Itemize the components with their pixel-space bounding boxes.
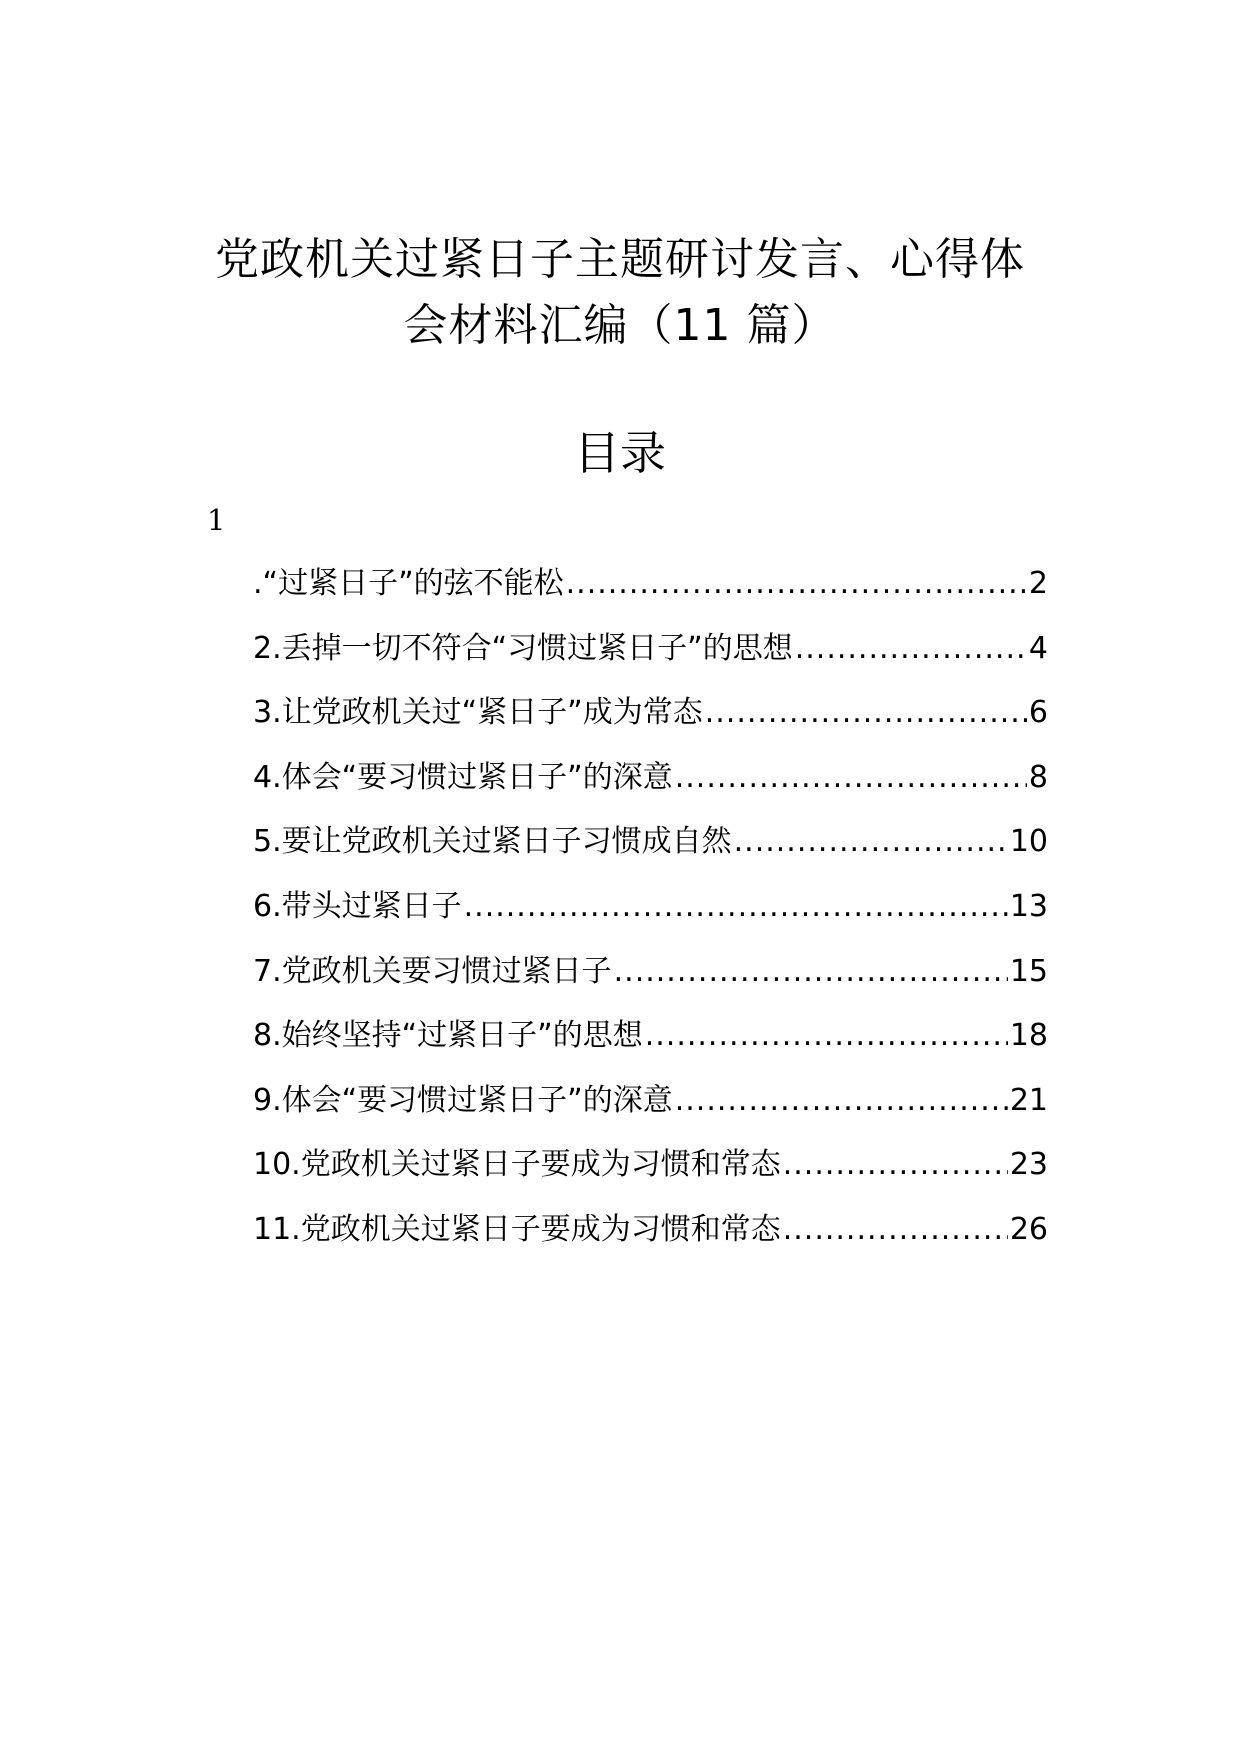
toc-entry[interactable] — [253, 693, 1048, 758]
toc-entry-title: 10.党政机关过紧日子要成为习惯和常态 — [253, 1147, 781, 1183]
toc-dot-leader — [675, 758, 1027, 798]
toc-heading: 目录 — [574, 426, 666, 480]
toc-entry-title: 2.丢掉一切不符合“习惯过紧日子”的思想 — [253, 630, 793, 666]
toc-entry[interactable] — [253, 629, 1048, 694]
toc-entry-title: 11.党政机关过紧日子要成为习惯和常态 — [253, 1211, 781, 1247]
document-title-line-1: 党政机关过紧日子主题研讨发言、心得体 — [215, 234, 1025, 285]
toc-entry-title: 8.始终坚持“过紧日子”的思想 — [253, 1018, 643, 1054]
toc-entry-title: 4.体会“要习惯过紧日子”的深意 — [253, 759, 673, 795]
toc-entry[interactable] — [253, 1210, 1048, 1275]
toc-page-number: 23 — [1009, 1147, 1048, 1183]
toc-entry-title: 5.要让党政机关过紧日子习惯成自然 — [253, 824, 732, 860]
document-title-line-2: 会材料汇编（11 篇） — [403, 300, 837, 351]
toc-dot-leader — [783, 1145, 1008, 1185]
toc-dot-leader — [464, 887, 1008, 927]
toc-dot-leader — [705, 693, 1027, 733]
toc-entry[interactable] — [253, 564, 1048, 629]
toc-entry-title: 9.体会“要习惯过紧日子”的深意 — [253, 1082, 673, 1118]
toc-entry[interactable] — [253, 822, 1048, 887]
toc-page-number: 10 — [1009, 824, 1048, 860]
toc-entry[interactable] — [253, 1081, 1048, 1146]
table-of-contents — [253, 564, 1048, 1275]
toc-page-number: 4 — [1028, 630, 1048, 666]
toc-page-number: 2 — [1028, 566, 1048, 601]
toc-page-number: 15 — [1009, 953, 1048, 989]
toc-entry[interactable] — [253, 1145, 1048, 1210]
toc-dot-leader — [783, 1210, 1008, 1250]
toc-page-number: 18 — [1009, 1018, 1048, 1054]
toc-page-number: 26 — [1009, 1211, 1048, 1247]
toc-entry[interactable] — [253, 952, 1048, 1017]
toc-page-number: 6 — [1028, 695, 1048, 731]
toc-entry[interactable] — [253, 1016, 1048, 1081]
toc-dot-leader — [795, 629, 1027, 669]
toc-entry[interactable] — [253, 887, 1048, 952]
toc-dot-leader — [645, 1016, 1008, 1056]
toc-page-number: 8 — [1028, 759, 1048, 795]
toc-dot-leader — [566, 564, 1027, 604]
toc-dot-leader — [675, 1081, 1008, 1121]
toc-entry[interactable] — [253, 758, 1048, 823]
toc-entry-title: .“过紧日子”的弦不能松 — [253, 566, 564, 601]
toc-dot-leader — [734, 822, 1008, 862]
toc-page-number: 21 — [1009, 1082, 1048, 1118]
toc-entry-title: 6.带头过紧日子 — [253, 888, 462, 924]
stray-number: 1 — [207, 503, 226, 537]
toc-page-number: 13 — [1009, 888, 1048, 924]
toc-entry-title: 7.党政机关要习惯过紧日子 — [253, 953, 612, 989]
toc-entry-title: 3.让党政机关过“紧日子”成为常态 — [253, 695, 703, 731]
toc-dot-leader — [614, 952, 1008, 992]
